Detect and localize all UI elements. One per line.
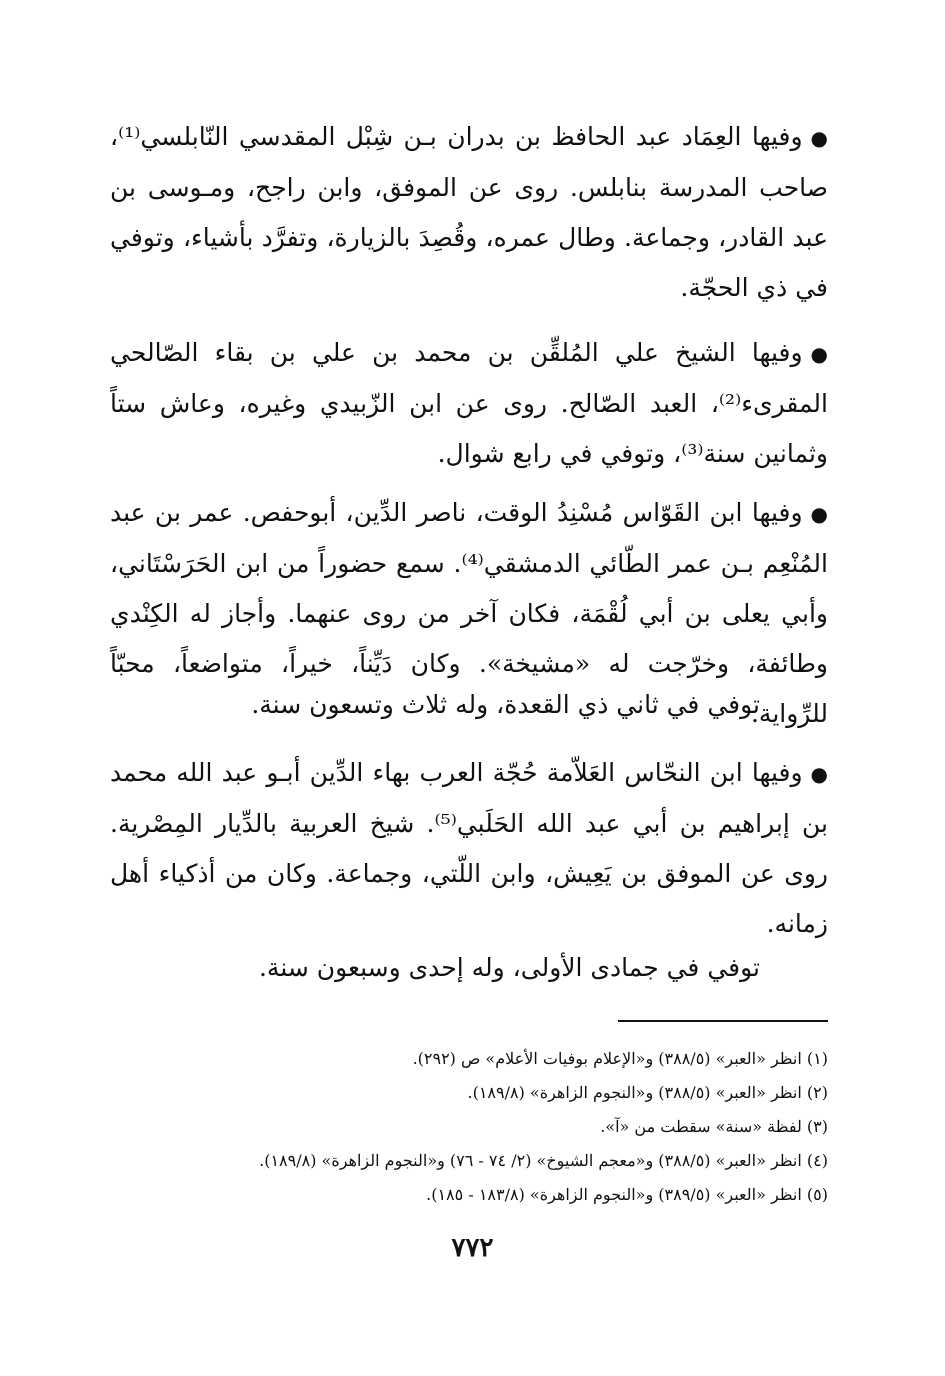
entry-text: وفيها العِمَاد عبد الحافظ بن بدران بـن شِبْل المقدسي النّابلسي⁽¹⁾، صاحب المدرسة بنابلس. روى عن الموفق، وابن راجح، ومـوسى بن عبد القادر، وجماعة. وطال عمره، وقُصِدَ بالزيارة، وتفرَّد بأشياء، وتوفي في ذي الحجّة. [110,122,828,302]
footnote-divider [618,1020,828,1022]
bullet-icon: ● [810,342,828,366]
footnotes [120,1042,828,1212]
bullet-icon: ● [810,502,828,526]
entry-text: وفيها ابن النحّاس العَلاّمة حُجّة العرب بهاء الدِّين أبـو عبد الله محمد بن إبراهيم بن أبي عبد الله الحَلَبي⁽⁵⁾. شيخ العربية بالدِّيار المِصْرية. روى عن الموفق بن يَعِيش، وابن اللّتي، وجماعة. وكان من أذكياء أهل زمانه. [110,758,829,938]
death-note-ibn-al-nahhas [110,943,828,993]
death-note-text: توفي في ثاني ذي القعدة، وله ثلاث وتسعون سنة. [251,690,760,719]
footnote-5: (٥) انظر «العبر» (٣٨٩/٥) و«النجوم الزاهرة» (١٨٣/٨ - ١٨٥). [426,1185,828,1204]
bullet-icon: ● [810,126,828,150]
biography-entry-ibn-al-nahhas [110,748,828,949]
death-note-ibn-al-qawwas [110,680,828,730]
footnote-1: (١) انظر «العبر» (٣٨٨/٥) و«الإعلام بوفيات الأعلام» ص (٢٩٢). [412,1049,828,1068]
entry-paragraph [110,328,828,479]
biography-entry-ali-al-mulaqqin [110,328,828,479]
footnote-2: (٢) انظر «العبر» (٣٨٨/٥) و«النجوم الزاهرة» (١٨٩/٨). [467,1083,828,1102]
footnote-4: (٤) انظر «العبر» (٣٨٨/٥) و«معجم الشيوخ» (٢/ ٧٤ - ٧٦) و«النجوم الزاهرة» (١٨٩/٨). [259,1151,828,1170]
entry-paragraph [110,748,828,949]
bullet-icon: ● [810,762,828,786]
footnote-3: (٣) لفظة «سنة» سقطت من «آ». [600,1117,828,1136]
entry-text: وفيها ابن القَوّاس مُسْنِدُ الوقت، ناصر الدِّين، أبوحفص. عمر بن عبد المُنْعِم بـن عمر الطّائي الدمشقي⁽⁴⁾. سمع حضوراً من ابن الحَرَسْتَاني، وأبي يعلى بن أبي لُقْمَة، فكان آخر من روى عنهما. وأجاز له الكِنْدي وطائفة، وخرّجت له «مشيخة». وكان دَيِّناً، خيراً، متواضعاً، محبّاً للرِّواية. [110,498,828,728]
entry-text: وفيها الشيخ علي المُلقِّن بن محمد بن علي بن بقاء الصّالحي المقرىء⁽²⁾، العبد الصّالح. روى عن ابن الزّبيدي وغيره، وعاش ستاً وثمانين سنة⁽³⁾، وتوفي في رابع شوال. [110,338,828,468]
death-note-text: توفي في جمادى الأولى، وله إحدى وسبعون سنة. [258,953,760,982]
biography-entry-abd-al-hafiz [110,112,828,313]
entry-paragraph [110,112,828,313]
page-number: ٧٧٢ [451,1233,494,1263]
